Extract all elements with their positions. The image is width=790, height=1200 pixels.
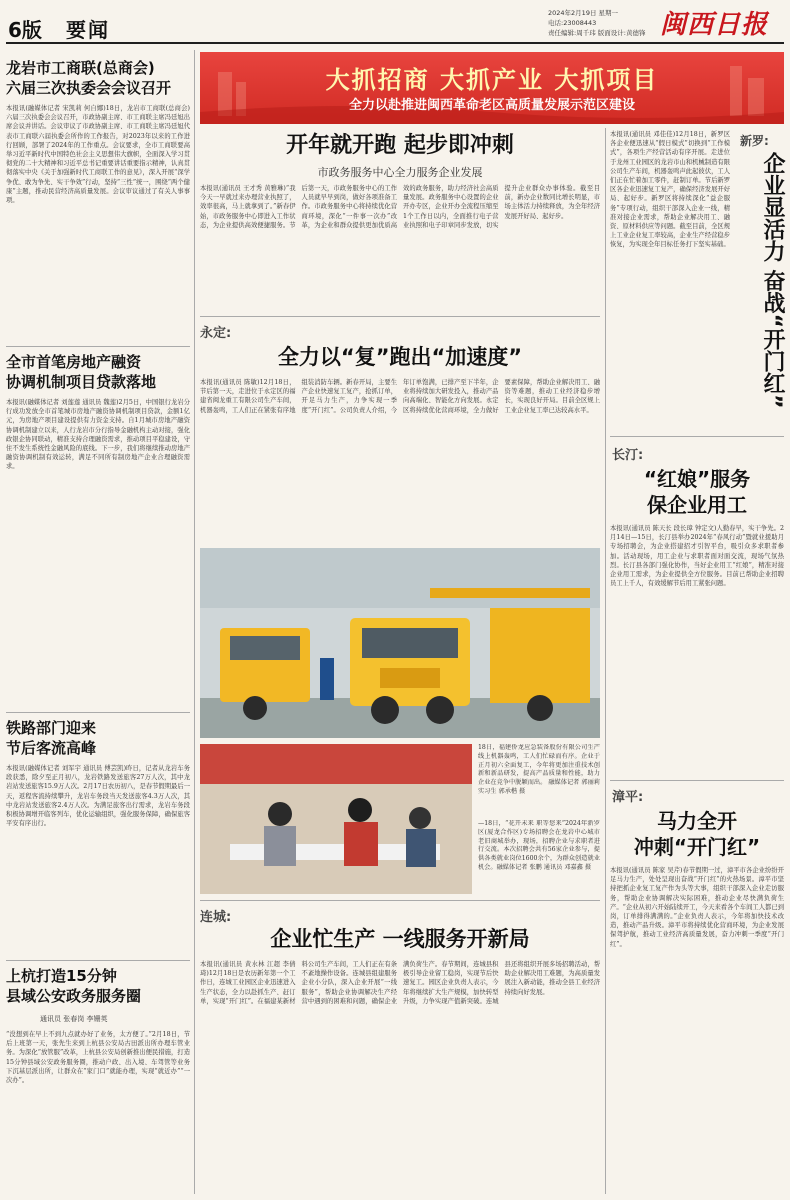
photo-wheel-3: [426, 696, 454, 724]
banner-title: 大抓招商 大抓产业 大抓项目: [325, 66, 659, 94]
left-article-2-title-line-2: 协调机制项目贷款落地: [6, 373, 157, 391]
factory-photo: [200, 548, 600, 738]
right-article-3-title-line-1: 马力全开: [657, 809, 737, 833]
left-article-3-body: 本报讯(融媒体记者 刘军宇 通讯员 傅芸凯)昨日，记者从龙岩车务段获悉，除夕至正月初八，龙岩铁路发送旅客27万人次，其中龙岩站发送旅客15.9万人次。2月17日农历初八，是春节假期最后一天，返程客流持续攀升，龙岩车务段当天发送旅客4.3万人次，其中龙岩站发送旅客2.4万人次。为满足旅客出行需求，龙岩车务段积极协调增开临客列车，优化运输组织，强化服务保障，确保旅客平安有序出行。: [6, 765, 190, 828]
left-article-4-body: “没想到在早上不到九点就办好了业务，太方便了。”2月18日，节后上班第一天，张先生来到上杭县公安局古田派出所办理车管业务。为深化“放管服”改革，上杭县公安局创新推出便民措施，打造15分钟县域公安政务服务圈，推动户政、出入境、车驾管等业务下沉基层派出所，让群众在“家门口”就能办理，实现“就近办”“一次办”。: [6, 1031, 190, 1085]
photo-booth-banner: [200, 744, 472, 784]
section-name: 要闻: [66, 18, 110, 42]
masthead-date: 2024年2月19日 星期一: [548, 9, 619, 17]
photo-ceiling: [200, 548, 600, 608]
masthead-editors: 责任编辑:周千玮 版面设计:黄德锋: [548, 29, 646, 37]
left-article-2-body: 本报讯(融媒体记者 刘莲莲 通讯员 魏莲)2月5日，中国银行龙岩分行成功发放全市首笔城市房地产融资协调机制项目贷款，金额1亿元，为房地产项目建设提供有力资金支持。自1月城市房地产融资协调机制建立以来，人行龙岩市分行指导金融机构主动对接，强化政银企协同联动，精准支持合理融资需求，推动项目平稳建设，守住不发生系统性金融风险的底线。下一步，我们将继续推动房地产融资协调机制有效运转，满足不同所有制房地产企业合理融资需求。: [6, 399, 190, 471]
photo-truck-body-right: [490, 608, 590, 703]
left-article-3-title-line-1: 铁路部门迎来: [6, 719, 97, 737]
left-article-3-title-line-2: 节后客流高峰: [6, 739, 97, 757]
photo-caption-1: 18日，福建侨龙应急装备股份有限公司生产线上机器轰鸣，工人们忙碌而有序。企业于正月初六全面复工，今年将更加注重技术创新和新品研发，提高产品质量和性能，助力企业在竞争中脱颖而出。 融媒体记者 郭丽莉 实习生 郭承楷 摄: [478, 744, 600, 795]
right-article-2-place: 长汀:: [612, 448, 644, 463]
photo-person-head-2: [348, 798, 372, 822]
right-article-3-place: 漳平:: [612, 790, 644, 805]
divider-left: [194, 50, 195, 1194]
right-article-1-body: 本报讯(通讯员 邓佳佳)12月18日，新罗区各企业便迅速从“假日模式”切换到“工作模式”，各项生产经营活动有序开展。走进位于龙州工业园区的龙岩市山和机械制造有限公司生产车间，机器轰鸣声此起彼伏，工人们正在忙着加工零件，赶制订单。节后新罗区各企业迅速复工复产，确保经济发展开好局、起好步。新罗区将持续深化“益企服务”专项行动，组织干部深入企业一线，精准对接企业需求，帮助企业解决用工、融资、原材料供应等问题。截至目前，全区规上工业企业复工率较高，企业生产经营稳步恢复，为实现全年目标任务打下坚实基础。: [610, 131, 730, 249]
photo-worker: [320, 658, 334, 700]
rule-left-1: [6, 346, 190, 347]
photo-truck-grille: [380, 668, 440, 688]
rule-right-1: [610, 436, 784, 437]
job-fair-photo: [200, 744, 472, 894]
rule-left-3: [6, 960, 190, 961]
photo-wheel-4: [527, 695, 553, 721]
photo-person-body-1: [264, 826, 296, 866]
left-article-4-byline: 通讯员 张春岗 李姗英: [40, 1015, 108, 1023]
left-article-4-title-line-2: 县域公安政务服务圈: [6, 987, 142, 1005]
left-article-1-title-line-2: 六届三次执委会会议召开: [6, 79, 172, 97]
center-article-3-title: 企业忙生产 一线服务开新局: [270, 927, 530, 951]
divider-right: [605, 128, 606, 1194]
photo-crane-arm: [430, 588, 590, 598]
left-article-3-title: [6, 718, 190, 758]
rule-center-1: [200, 316, 600, 317]
right-article-2-title: [610, 466, 784, 518]
left-article-2-title-line-1: 全市首笔房地产融资: [6, 353, 142, 371]
factory-photo-svg: [200, 548, 600, 738]
left-article-1-title-line-1: 龙岩市工商联(总商会): [6, 59, 155, 77]
photo-truck-window-left: [230, 636, 300, 660]
right-article-3-body: 本报讯(通讯员 陈家 吴芹)春节假期一过，漳平市各企业纷纷开足马力生产，处处呈现出奋战“开门红”的火热场景。漳平市坚持把抓企业复工复产作为头等大事，组织干部深入企业走访服务，帮助企业协调解决实际困难，推动企业尽快满负荷生产。“企业从初六开始陆续开工，今天来看各个车间工人都已到岗，订单排得满满的。”企业负责人表示，今年将加快技术改造，推动产品升级。漳平市将持续优化营商环境，为企业发展保驾护航，推动工业经济高质量发展，奋力冲刺一季度“开门红”。: [610, 867, 784, 948]
right-article-3-title-line-2: 冲刺“开门红”: [633, 835, 761, 859]
photo-wheel-1: [243, 696, 267, 720]
masthead-rule: [6, 42, 784, 44]
center-article-2-place: 永定:: [200, 326, 232, 341]
left-article-2-title: [6, 352, 190, 392]
right-article-1-title: 企业显活力 奋战“开门红”: [760, 152, 785, 409]
left-article-1-title: [6, 58, 190, 98]
photo-caption-2: —18日，“花开未来 职等您来”2024年新罗区(厦龙合作区)专场招聘会在龙岩中心城市老旧商城举办，现场，招聘企业与求职者进行交流。本次招聘会共有56家企业参与，提供各类就业岗位1600余个，为群众创造就业机会。融媒体记者 张鹏 通讯员 邓嘉鑫 摄: [478, 820, 600, 871]
photo-person-head-3: [409, 807, 431, 829]
center-article-2-body: 本报讯(通讯员 陈敏)12月18日，节后第一天，走进位于永定区的福建省闽龙重工有限公司生产车间，机器轰鸣，工人们正在紧张有序地组装消防车辆。新春开局，主要生产企业快速复工复产，抢抓订单，开足马力生产，力争实现一季度“开门红”。公司负责人介绍，今年订单饱满，已排产至下半年，企业将持续加大研发投入，推动产品向高端化、智能化方向发展。永定区将持续优化营商环境，全力做好要素保障，帮助企业解决用工、融资等难题，推动工业经济稳步增长，实现良好开局。目前全区规上工业企业复工率已达较高水平。: [200, 379, 600, 414]
left-article-4-title-line-1: 上杭打造15分钟: [6, 967, 117, 985]
rule-center-2: [200, 900, 600, 901]
photo-wheel-2: [371, 696, 399, 724]
masthead-tel: 电话:23008443: [548, 19, 597, 27]
right-article-2-title-line-2: 保企业用工: [647, 493, 747, 517]
photo-person-body-2: [344, 822, 378, 866]
right-article-2-title-line-1: “红娘”服务: [643, 467, 751, 491]
center-article-3-place: 连城:: [200, 910, 232, 925]
right-article-2-body: 本报讯(通讯员 陈天长 段长璋 钟定文)人勤春早，实干争先。2月14日—15日，长汀县举办2024年“春风行动”暨就业援助月专场招聘会，为企业搭建招才引智平台，吸引众多求职者参加。活动现场，用工企业与求职者面对面交流，现场气氛热烈。长汀县各部门强化协作，当好企业用工“红娘”，精准对接企业用工需求，为企业提供全方位服务。目前已帮助企业招聘员工上千人，有效缓解节后用工紧张问题。: [610, 525, 784, 588]
banner-subtitle: 全力以赴推进闽西革命老区高质量发展示范区建设: [348, 98, 635, 113]
center-article-1-body: 本报讯(通讯员 王才秀 黄雅琳)“我今天一早就过来办理营业执照了，效率很高，马上就拿到了。”新春伊始，市政务服务中心即进入工作状态，为企业提供高效便捷服务。节后第一天，市政务服务中心的工作人员就早早到岗，做好各项准备工作。市政务服务中心将持续优化营商环境，深化“一件事一次办”改革，为企业和群众提供更加优质高效的政务服务，助力经济社会高质量发展。政务服务中心设置的企业开办专区，企业开办全流程压缩至1个工作日以内，全面推行电子营业执照和电子印章同步发放，切实提升企业群众办事体验。截至目前，新办企业数同比增长明显，市场主体活力持续释放，为全年经济发展开好局、起好步。: [200, 185, 600, 229]
left-article-1-body: 本报讯(融媒体记者 宋凯莉 何自娜)18日，龙岩市工商联(总商会)六届三次执委会会议召开，市政协副主席、市工商联主席冯廷旭出席会议并讲话。会议审议了市政协副主席、市工商联主席冯廷旭代表市工商联六届执委会所作的工作报告，对2023年以来的工作进行回顾，部署了2024年的工作重点。会议要求，全市工商联要高举习近平新时代中国特色社会主义思想伟大旗帜，全面深入学习贯彻党的二十大精神和习近平总书记重要讲话重要指示精神，认真贯彻落实中央《关于加强新时代工商联工作的意见》，深入开展“深学争优、敢为争先、实干争效”行动，坚持“三性”统一，围绕“两个健康”主题，推动民营经济高质量发展。会议审议通过了有关人事事项。: [6, 105, 190, 205]
rule-right-2: [610, 780, 784, 781]
left-article-4-title: [6, 966, 190, 1006]
newspaper-logo: 闽西日报: [660, 10, 769, 40]
masthead: [0, 0, 790, 44]
photo-person-head-1: [268, 802, 292, 826]
center-article-1-subtitle: 市政务服务中心全力服务企业发展: [317, 166, 483, 179]
right-article-3-title: [610, 808, 784, 860]
center-article-2-title: 全力以“复”跑出“加速度”: [277, 345, 523, 369]
photo-person-body-3: [406, 829, 436, 867]
job-fair-photo-svg: [200, 744, 472, 894]
rule-left-2: [6, 712, 190, 713]
banner: [200, 52, 784, 124]
center-article-1-title: 开年就开跑 起步即冲刺: [286, 133, 514, 158]
photo-truck-window-center: [362, 628, 458, 658]
page-number: 6版: [8, 18, 42, 42]
right-article-1-place: 新罗:: [740, 134, 769, 148]
center-article-3-body: 本报讯(通讯员 黄水林 江超 李倩琦)12月18日是农历新年第一个工作日，连城工业园区企业迅速进入生产状态，全力以赴抓生产、赶订单，实现“开门红”。在福建某新材料公司生产车间，工人们正在有条不紊地操作设备。连城县组建服务企业小分队，深入企业开展“一线服务”，帮助企业协调解决生产经营中遇到的困难和问题，确保企业满负荷生产。春节期间，连城县积极引导企业留工稳岗，实现节后快速复工。园区企业负责人表示，今年将继续扩大生产规模，加快转型升级，力争实现产值新突破。连城县还将组织开展多场招聘活动，帮助企业解决用工难题，为高质量发展注入新动能，推动全县工业经济持续向好发展。: [200, 961, 600, 1005]
